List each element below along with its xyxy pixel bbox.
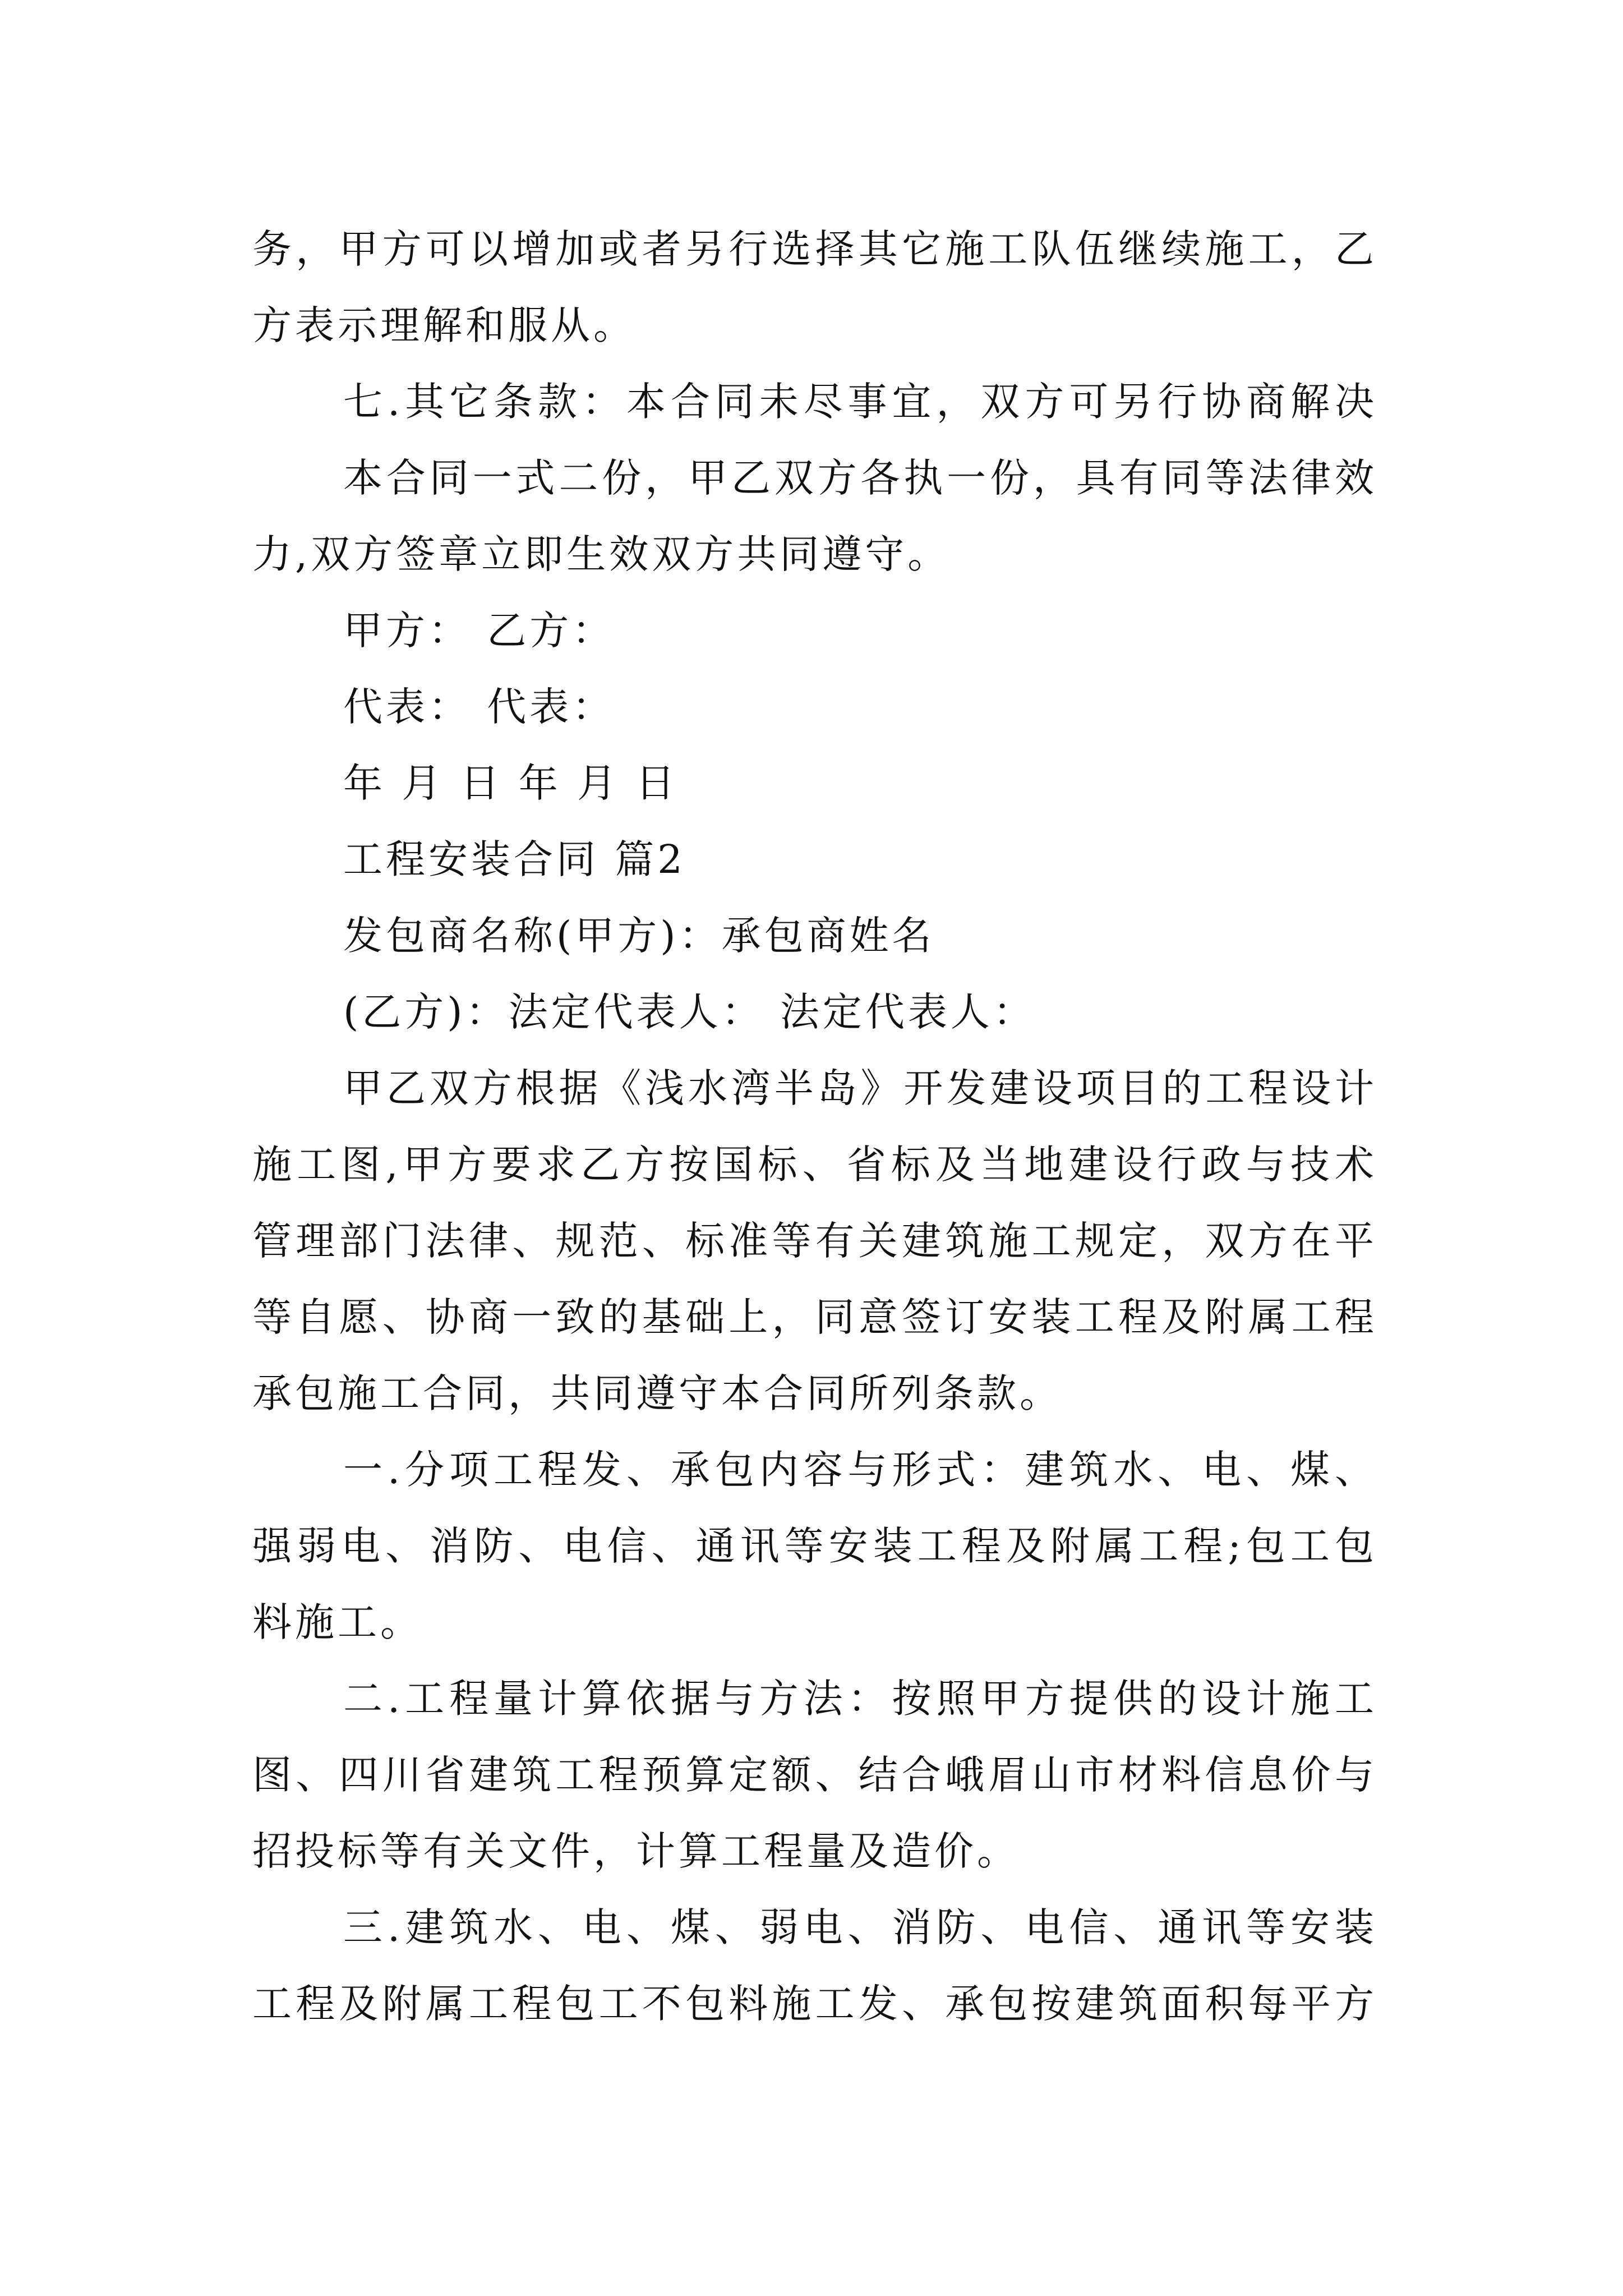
signature-party-labels: 甲方： 乙方：: [343, 608, 615, 654]
text-line: 料施工。: [252, 1599, 423, 1645]
text-line: 施工图,甲方要求乙方按国标、省标及当地建设行政与技术: [252, 1142, 1374, 1188]
text-line: 务，甲方可以增加或者另行选择其它施工队伍继续施工，乙: [252, 226, 1374, 272]
text-line: 力,双方签章立即生效双方共同遵守。: [252, 531, 951, 577]
signature-representative-labels: 代表： 代表：: [343, 684, 615, 730]
text-line: 招投标等有关文件，计算工程量及造价。: [252, 1828, 1020, 1874]
text-line: 工程及附属工程包工不包料施工发、承包按建筑面积每平方: [252, 1981, 1374, 2027]
text-line: 本合同一式二份，甲乙双方各执一份，具有同等法律效: [343, 455, 1374, 501]
signature-date-labels: 年 月 日 年 月 日: [343, 760, 679, 806]
text-line: 甲乙双方根据《浅水湾半岛》开发建设项目的工程设计: [343, 1065, 1374, 1111]
text-line: 二.工程量计算依据与方法：按照甲方提供的设计施工: [343, 1676, 1374, 1722]
section-heading: 工程安装合同 篇2: [343, 836, 686, 882]
text-line: 三.建筑水、电、煤、弱电、消防、电信、通讯等安装: [343, 1904, 1374, 1950]
text-line: 七.其它条款：本合同未尽事宜，双方可另行协商解决: [343, 379, 1374, 425]
text-line: 承包施工合同，共同遵守本合同所列条款。: [252, 1370, 1062, 1416]
text-line: 等自愿、协商一致的基础上，同意签订安装工程及附属工程: [252, 1294, 1374, 1340]
text-line: 图、四川省建筑工程预算定额、结合峨眉山市材料信息价与: [252, 1752, 1374, 1798]
text-line: 方表示理解和服从。: [252, 302, 636, 348]
text-line: (乙方)：法定代表人： 法定代表人：: [343, 989, 1036, 1035]
text-line: 发包商名称(甲方)：承包商姓名: [343, 913, 935, 959]
text-line: 管理部门法律、规范、标准等有关建筑施工规定，双方在平: [252, 1218, 1374, 1264]
text-line: 强弱电、消防、电信、通讯等安装工程及附属工程;包工包: [252, 1523, 1374, 1569]
text-line: 一.分项工程发、承包内容与形式：建筑水、电、煤、: [343, 1447, 1374, 1493]
